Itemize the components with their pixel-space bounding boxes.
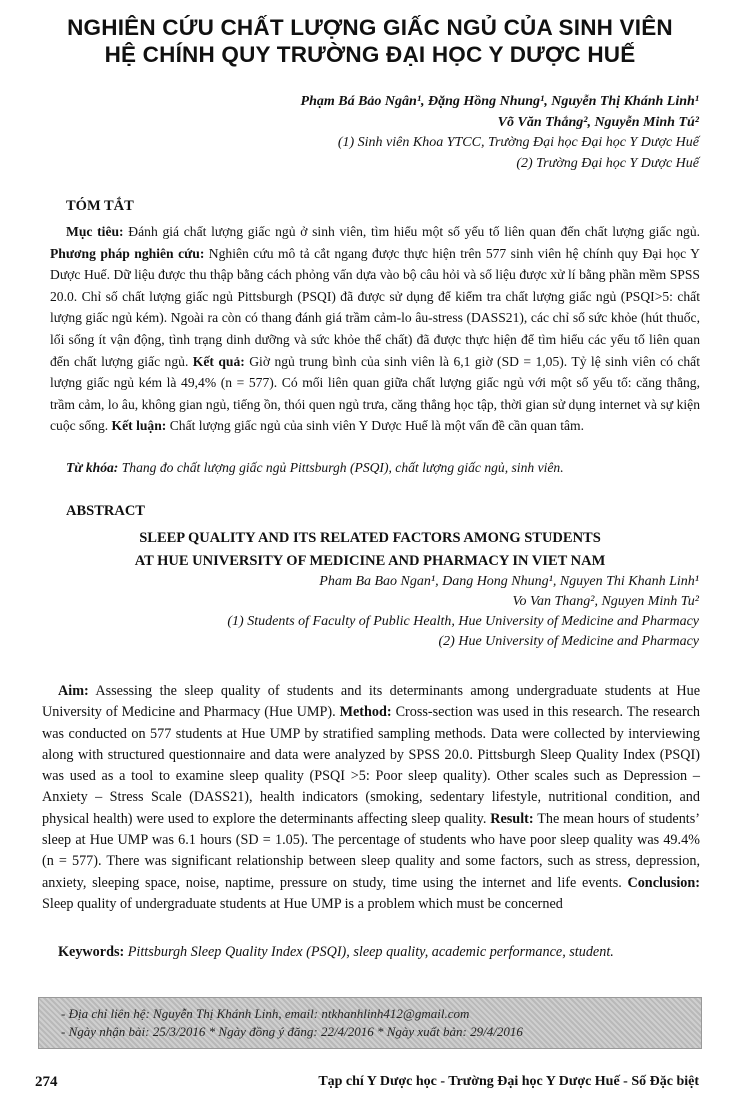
result-label-en: Result: (490, 810, 534, 827)
method-text: Nghiên cứu mô tả cắt ngang được thực hiện trên 577 sinh viên hệ chính quy Đại học Y Dược Huế. Dữ liệu được thu thập bằng cách phỏng vấn dựa vào bộ câu hỏi và số liệu được xử lí bằng phần mềm SPSS 20.0. Chỉ số chất lượng giấc ngủ Pittsburgh (PSQI) đã được sử dụng để kiểm tra chất lượng giấc ngủ (PSQI>5: chất lượng giấc ngủ kém). Ngoài ra còn có thang đánh giá trầm cảm-lo âu-stress (DASS21), các chỉ số sức khỏe (hút thuốc, lối sống ít vận động, tình trạng dinh dưỡng và sức khỏe thể chất) đã được thực hiện để tìm hiểu các yếu tố liên quan đến chất lượng giấc ngủ. (50, 245, 700, 369)
aim-label: Aim: (58, 683, 89, 699)
en-title-line-2: AT HUE UNIVERSITY OF MEDICINE AND PHARMACY IN VIET NAM (134, 553, 606, 569)
objective-text: Đánh giá chất lượng giấc ngủ ở sinh viên, tìm hiểu một số yếu tố liên quan đến chất lượng giấc ngủ. (123, 224, 701, 239)
method-label-en: Method: (339, 704, 392, 721)
en-title-line-1: SLEEP QUALITY AND ITS RELATED FACTORS AMONG STUDENTS (139, 530, 601, 546)
conclusion-text-en: Sleep quality of undergraduate students at Hue UMP is a problem which must be concerned (42, 895, 563, 912)
authors-en-line-1: Pham Ba Bao Ngan¹, Dang Hong Nhung¹, Nguyen Thi Khanh Linh¹ (319, 574, 699, 589)
article-title-en (60, 527, 680, 573)
summary-heading: TÓM TẮT (66, 198, 134, 214)
affiliation-en-1: (1) Students of Faculty of Public Health, Hue University of Medicine and Pharmacy (227, 614, 699, 629)
abstract-body-en (42, 681, 700, 915)
keywords-text-vi: Thang đo chất lượng giấc ngủ Pittsburgh (PSQI), chất lượng giấc ngủ, sinh viên. (118, 460, 564, 475)
method-text-en: Cross-section was used in this research. The research was conducted on 577 students at Hue UMP by stratified sampling methods. Data were collected by interviewing along with structured questionnaire and data were analyzed by SPSS 20.0. Pittsburgh Sleep Quality Index (PSQI) was used as a tool to examine sleep quality (PSQI >5: Poor sleep quality). Other scales such as Depression – Anxiety – Stress Scale (DASS21), health indicators (smoking, sedentary lifestyle, nutritional condition, and physical health) were used to explore the determinants affecting sleep quality. (42, 704, 700, 827)
dates-line: - Ngày nhận bài: 25/3/2016 * Ngày đồng ý đăng: 22/4/2016 * Ngày xuất bản: 29/4/2016 (61, 1024, 523, 1039)
keywords-en (58, 944, 708, 961)
authors-block-vi (179, 92, 699, 174)
correspondence-box (38, 997, 702, 1049)
keywords-vi (66, 460, 706, 476)
authors-line-1: Phạm Bá Bảo Ngân¹, Đặng Hồng Nhung¹, Nguyễn Thị Khánh Linh¹ (300, 94, 699, 109)
conclusion-label-en: Conclusion: (627, 874, 700, 891)
authors-block-en (139, 572, 699, 652)
abstract-heading: ABSTRACT (66, 503, 145, 519)
result-text-en: The mean hours of students’ sleep at Hue UMP was 6.1 hours (SD = 1.05). The percentage of students who have poor sleep quality was 49.4% (n = 577). There was significant relationship between sleep quality and some factors, such as stress, depression, anxiety, sleeping space, noise, naptime, pressure on study, time using the internet and life events. (42, 810, 700, 891)
objective-label: Mục tiêu: (66, 224, 124, 239)
conclusion-label: Kết luận: (111, 418, 167, 434)
result-text: Giờ ngủ trung bình của sinh viên là 6,1 giờ (SD = 1,05). Tỷ lệ sinh viên có chất lượng giấc ngủ kém là 49,4% (n = 577). Có mối liên quan giữa chất lượng giấc ngủ với một số yếu tố: căng thẳng, trầm cảm, lo âu, không gian ngủ, tiếng ồn, thói quen ngủ trưa, căng thẳng học tập, thời gian sử dụng internet và sự kiện cuộc sống. (50, 353, 700, 434)
method-label: Phương pháp nghiên cứu: (50, 245, 205, 261)
affiliation-1: (1) Sinh viên Khoa YTCC, Trường Đại học Đại học Y Dược Huế (337, 135, 699, 150)
authors-en-line-2: Vo Van Thang², Nguyen Minh Tu² (512, 594, 699, 609)
result-label: Kết quả: (192, 353, 245, 369)
contact-line: - Địa chỉ liên hệ: Nguyễn Thị Khánh Linh, email: ntkhanhlinh412@gmail.com (61, 1006, 470, 1021)
summary-body-vi (50, 221, 700, 437)
conclusion-text: Chất lượng giấc ngủ của sinh viên Y Dược Huế là một vấn đề cần quan tâm. (166, 418, 584, 434)
keywords-label-en: Keywords: (58, 944, 125, 960)
authors-line-2: Võ Văn Thắng², Nguyễn Minh Tú² (497, 114, 699, 130)
keywords-label-vi: Từ khóa: (66, 460, 119, 475)
title-line-2: HỆ CHÍNH QUY TRƯỜNG ĐẠI HỌC Y DƯỢC HUẾ (104, 42, 636, 67)
aim-text: Assessing the sleep quality of students and its determinants among undergraduate students at Hue University of Medicine and Pharmacy (Hue UMP). (42, 683, 700, 721)
page-number: 274 (35, 1074, 58, 1090)
affiliation-2: (2) Trường Đại học Y Dược Huế (516, 155, 699, 171)
article-title-vi (60, 14, 680, 68)
keywords-text-en: Pittsburgh Sleep Quality Index (PSQI), sleep quality, academic performance, student. (124, 944, 614, 960)
title-line-1: NGHIÊN CỨU CHẤT LƯỢNG GIẤC NGỦ CỦA SINH VIÊN (67, 15, 673, 40)
affiliation-en-2: (2) Hue University of Medicine and Pharmacy (438, 634, 699, 649)
journal-footer: Tạp chí Y Dược học - Trường Đại học Y Dược Huế - Số Đặc biệt (318, 1074, 699, 1089)
